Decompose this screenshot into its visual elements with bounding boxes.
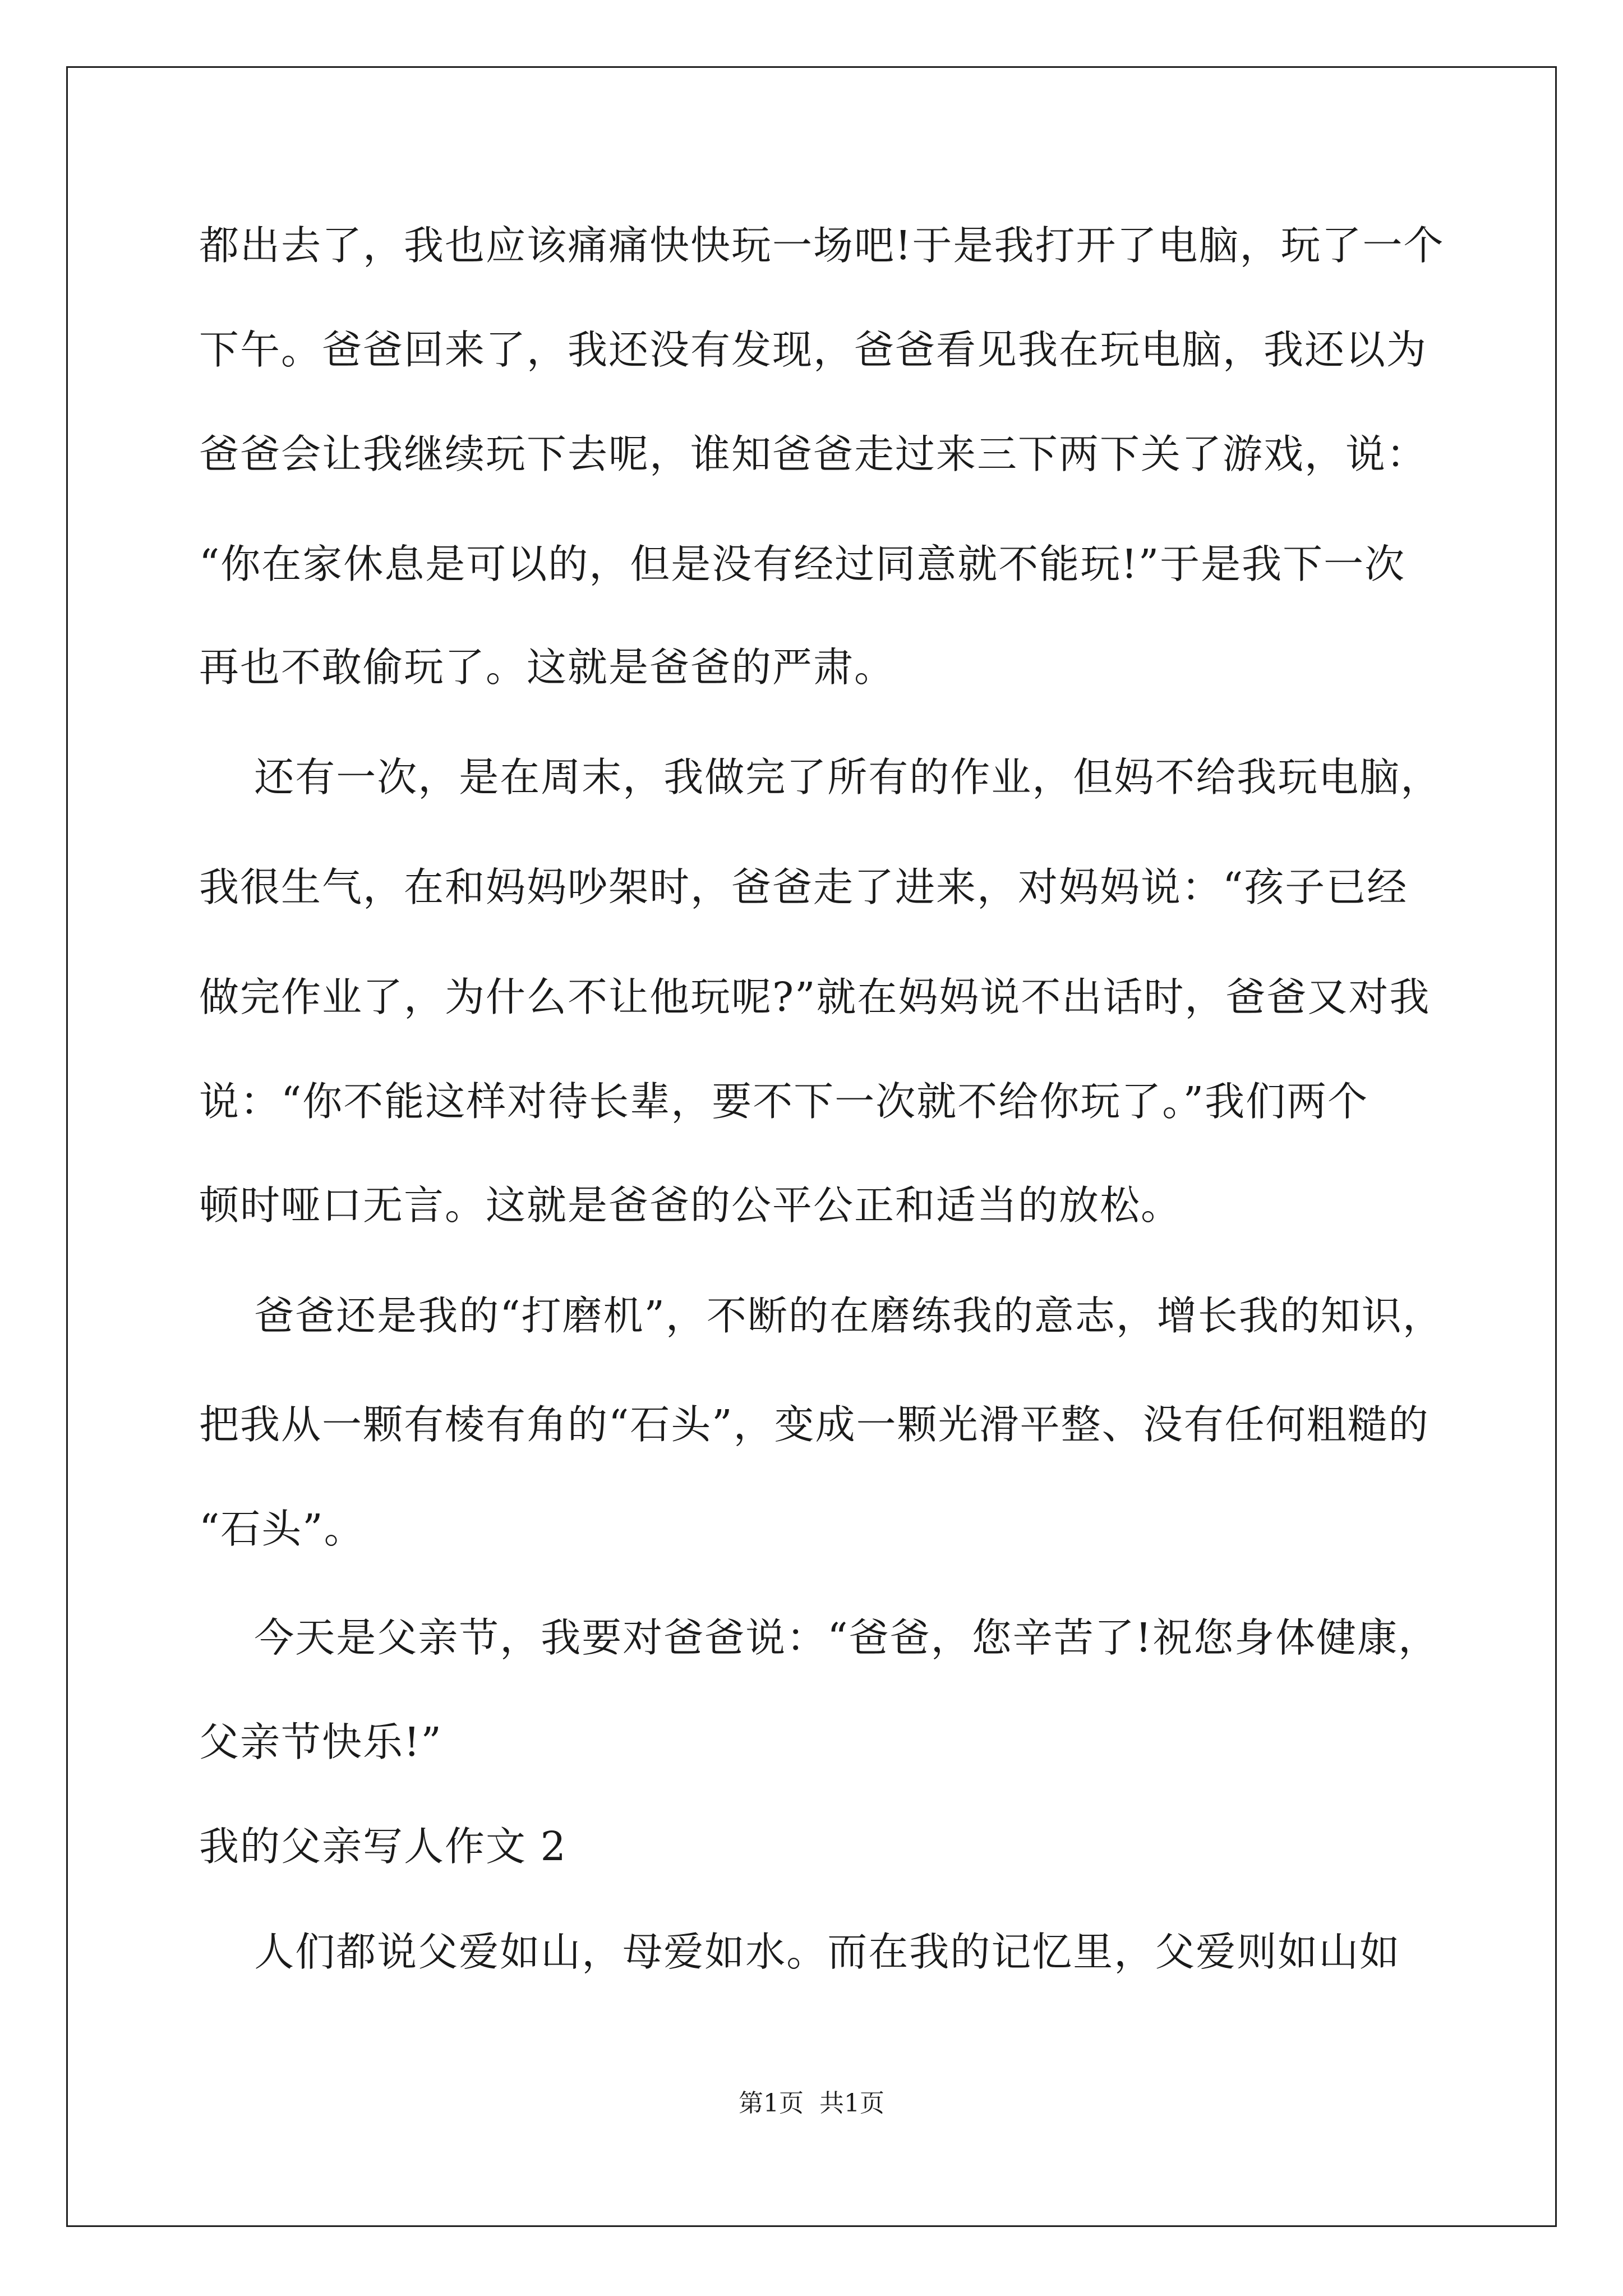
text-line: “你在家休息是可以的，但是没有经过同意就不能玩!”于是我下一次 bbox=[199, 541, 1406, 587]
text-line: 再也不敢偷玩了。这就是爸爸的严肃。 bbox=[199, 644, 896, 691]
text-line: 爸爸还是我的“打磨机”，不断的在磨练我的意志，增长我的知识， bbox=[199, 1292, 1444, 1339]
text-line: 顿时哑口无言。这就是爸爸的公平公正和适当的放松。 bbox=[199, 1182, 1182, 1228]
text-line: 人们都说父爱如山，母爱如水。而在我的记忆里，父爱则如山如 bbox=[199, 1929, 1401, 1975]
text-line: 都出去了，我也应该痛痛快快玩一场吧!于是我打开了电脑，玩了一个 bbox=[199, 222, 1445, 269]
text-line: 把我从一颗有棱有角的“石头”，变成一颗光滑平整、没有任何粗糙的 bbox=[199, 1401, 1430, 1448]
text-line: 今天是父亲节，我要对爸爸说：“爸爸，您辛苦了!祝您身体健康， bbox=[199, 1614, 1440, 1661]
page-footer: 第1页 共1页 bbox=[739, 2089, 884, 2118]
text-line: 下午。爸爸回来了，我还没有发现，爸爸看见我在玩电脑，我还以为 bbox=[199, 326, 1428, 373]
text-line: 父亲节快乐!” bbox=[199, 1719, 442, 1765]
text-line: 还有一次，是在周末，我做完了所有的作业，但妈不给我玩电脑， bbox=[199, 754, 1442, 800]
text-line: 爸爸会让我继续玩下去呢，谁知爸爸走过来三下两下关了游戏，说： bbox=[199, 431, 1428, 477]
page-border bbox=[66, 66, 1557, 2227]
text-line: 我很生气，在和妈妈吵架时，爸爸走了进来，对妈妈说：“孩子已经 bbox=[199, 864, 1408, 910]
section-heading: 我的父亲写人作文 2 bbox=[199, 1823, 567, 1870]
text-line: “石头”。 bbox=[199, 1506, 365, 1552]
text-line: 做完作业了，为什么不让他玩呢?”就在妈妈说不出话时，爸爸又对我 bbox=[199, 974, 1431, 1020]
text-line: 说：“你不能这样对待长辈，要不下一次就不给你玩了。”我们两个 bbox=[199, 1078, 1369, 1125]
